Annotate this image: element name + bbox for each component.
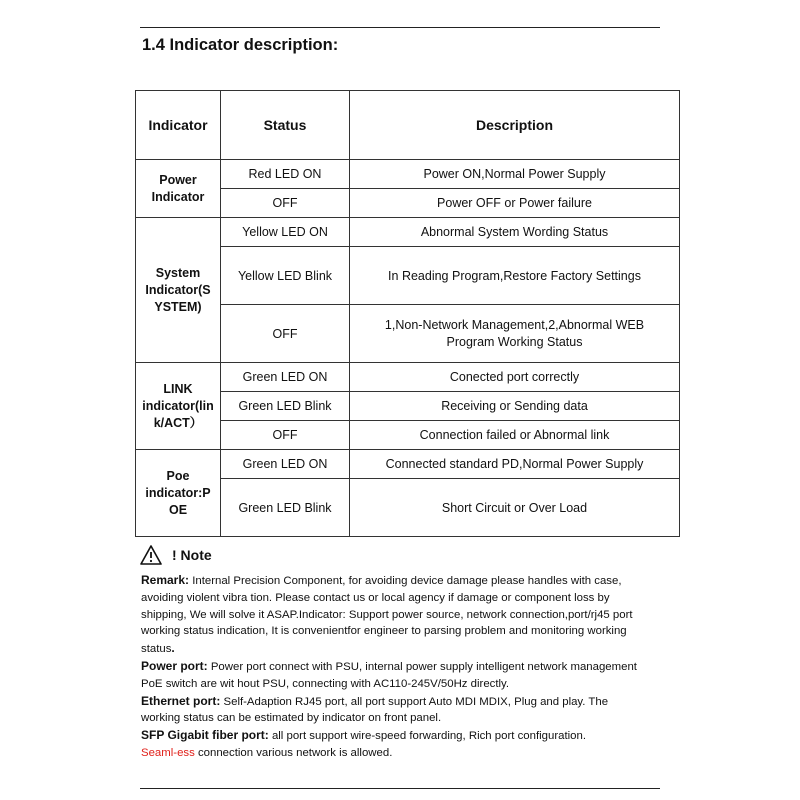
- description-cell: In Reading Program,Restore Factory Settings: [350, 247, 680, 305]
- remark-paragraph: Remark: Internal Precision Component, for avoiding device damage please handles with case, avoiding violent vibra tion. Please contact us or local agency if damage or component loss by shipping, We will solve it ASAP.Indicator: Support power source, network connection,port/rj45 port working status indication, It is convenientfor engineer to parsing problem and monitoring working status.: [141, 573, 633, 656]
- status-cell: Red LED ON: [221, 160, 350, 189]
- sfp-port-label: SFP Gigabit fiber port:: [141, 728, 269, 743]
- description-cell: Power OFF or Power failure: [350, 189, 680, 218]
- remark-label: Remark:: [141, 573, 190, 587]
- description-cell: Short Circuit or Over Load: [350, 479, 680, 537]
- status-cell: Green LED ON: [221, 363, 350, 392]
- power-port-label: Power port:: [141, 658, 208, 673]
- bottom-rule: [140, 788, 660, 789]
- table-row: [136, 218, 680, 247]
- power-port-paragraph: Power port: Power port connect with PSU, internal power supply intelligent network management PoE switch are wit hout PSU, connecting with AC110-245V/50Hz directly.: [141, 658, 637, 690]
- warning-icon: [140, 545, 162, 565]
- header-description: Description: [350, 91, 680, 160]
- sfp-port-paragraph: SFP Gigabit fiber port: all port support wire-speed forwarding, Rich port configuration. Seaml-ess connection various network is allowed.: [141, 728, 586, 759]
- description-cell: Conected port correctly: [350, 363, 680, 392]
- header-status: Status: [221, 91, 350, 160]
- status-cell: Yellow LED Blink: [221, 247, 350, 305]
- description-cell: Receiving or Sending data: [350, 392, 680, 421]
- description-cell: Connection failed or Abnormal link: [350, 421, 680, 450]
- section-heading: 1.4 Indicator description:: [142, 36, 339, 54]
- status-cell: Green LED Blink: [221, 479, 350, 537]
- note-heading: [140, 545, 212, 565]
- indicator-table: [135, 90, 680, 537]
- ethernet-port-label: Ethernet port:: [141, 693, 221, 708]
- status-cell: OFF: [221, 305, 350, 363]
- notes-body: [141, 572, 666, 762]
- status-cell: Yellow LED ON: [221, 218, 350, 247]
- link-indicator-label: LINK indicator(lin k/ACT）: [136, 363, 221, 450]
- table-row: [136, 363, 680, 392]
- table-row: [136, 450, 680, 479]
- status-cell: OFF: [221, 189, 350, 218]
- description-cell: Abnormal System Wording Status: [350, 218, 680, 247]
- poe-indicator-label: Poe indicator:P OE: [136, 450, 221, 537]
- table-row: [136, 160, 680, 189]
- seamless-highlight: Seaml-ess: [141, 746, 195, 759]
- status-cell: Green LED Blink: [221, 392, 350, 421]
- header-indicator: Indicator: [136, 91, 221, 160]
- table-header-row: [136, 91, 680, 160]
- description-cell: Power ON,Normal Power Supply: [350, 160, 680, 189]
- description-cell: 1,Non-Network Management,2,Abnormal WEB Program Working Status: [350, 305, 680, 363]
- note-title: ! Note: [172, 547, 212, 563]
- status-cell: OFF: [221, 421, 350, 450]
- description-cell: Connected standard PD,Normal Power Supply: [350, 450, 680, 479]
- status-cell: Green LED ON: [221, 450, 350, 479]
- system-indicator-label: System Indicator(S YSTEM): [136, 218, 221, 363]
- power-indicator-label: Power Indicator: [136, 160, 221, 218]
- top-rule: [140, 27, 660, 28]
- ethernet-port-paragraph: Ethernet port: Self-Adaption RJ45 port, all port support Auto MDI MDIX, Plug and play. The working status can be estimated by indicator on front panel.: [141, 693, 609, 725]
